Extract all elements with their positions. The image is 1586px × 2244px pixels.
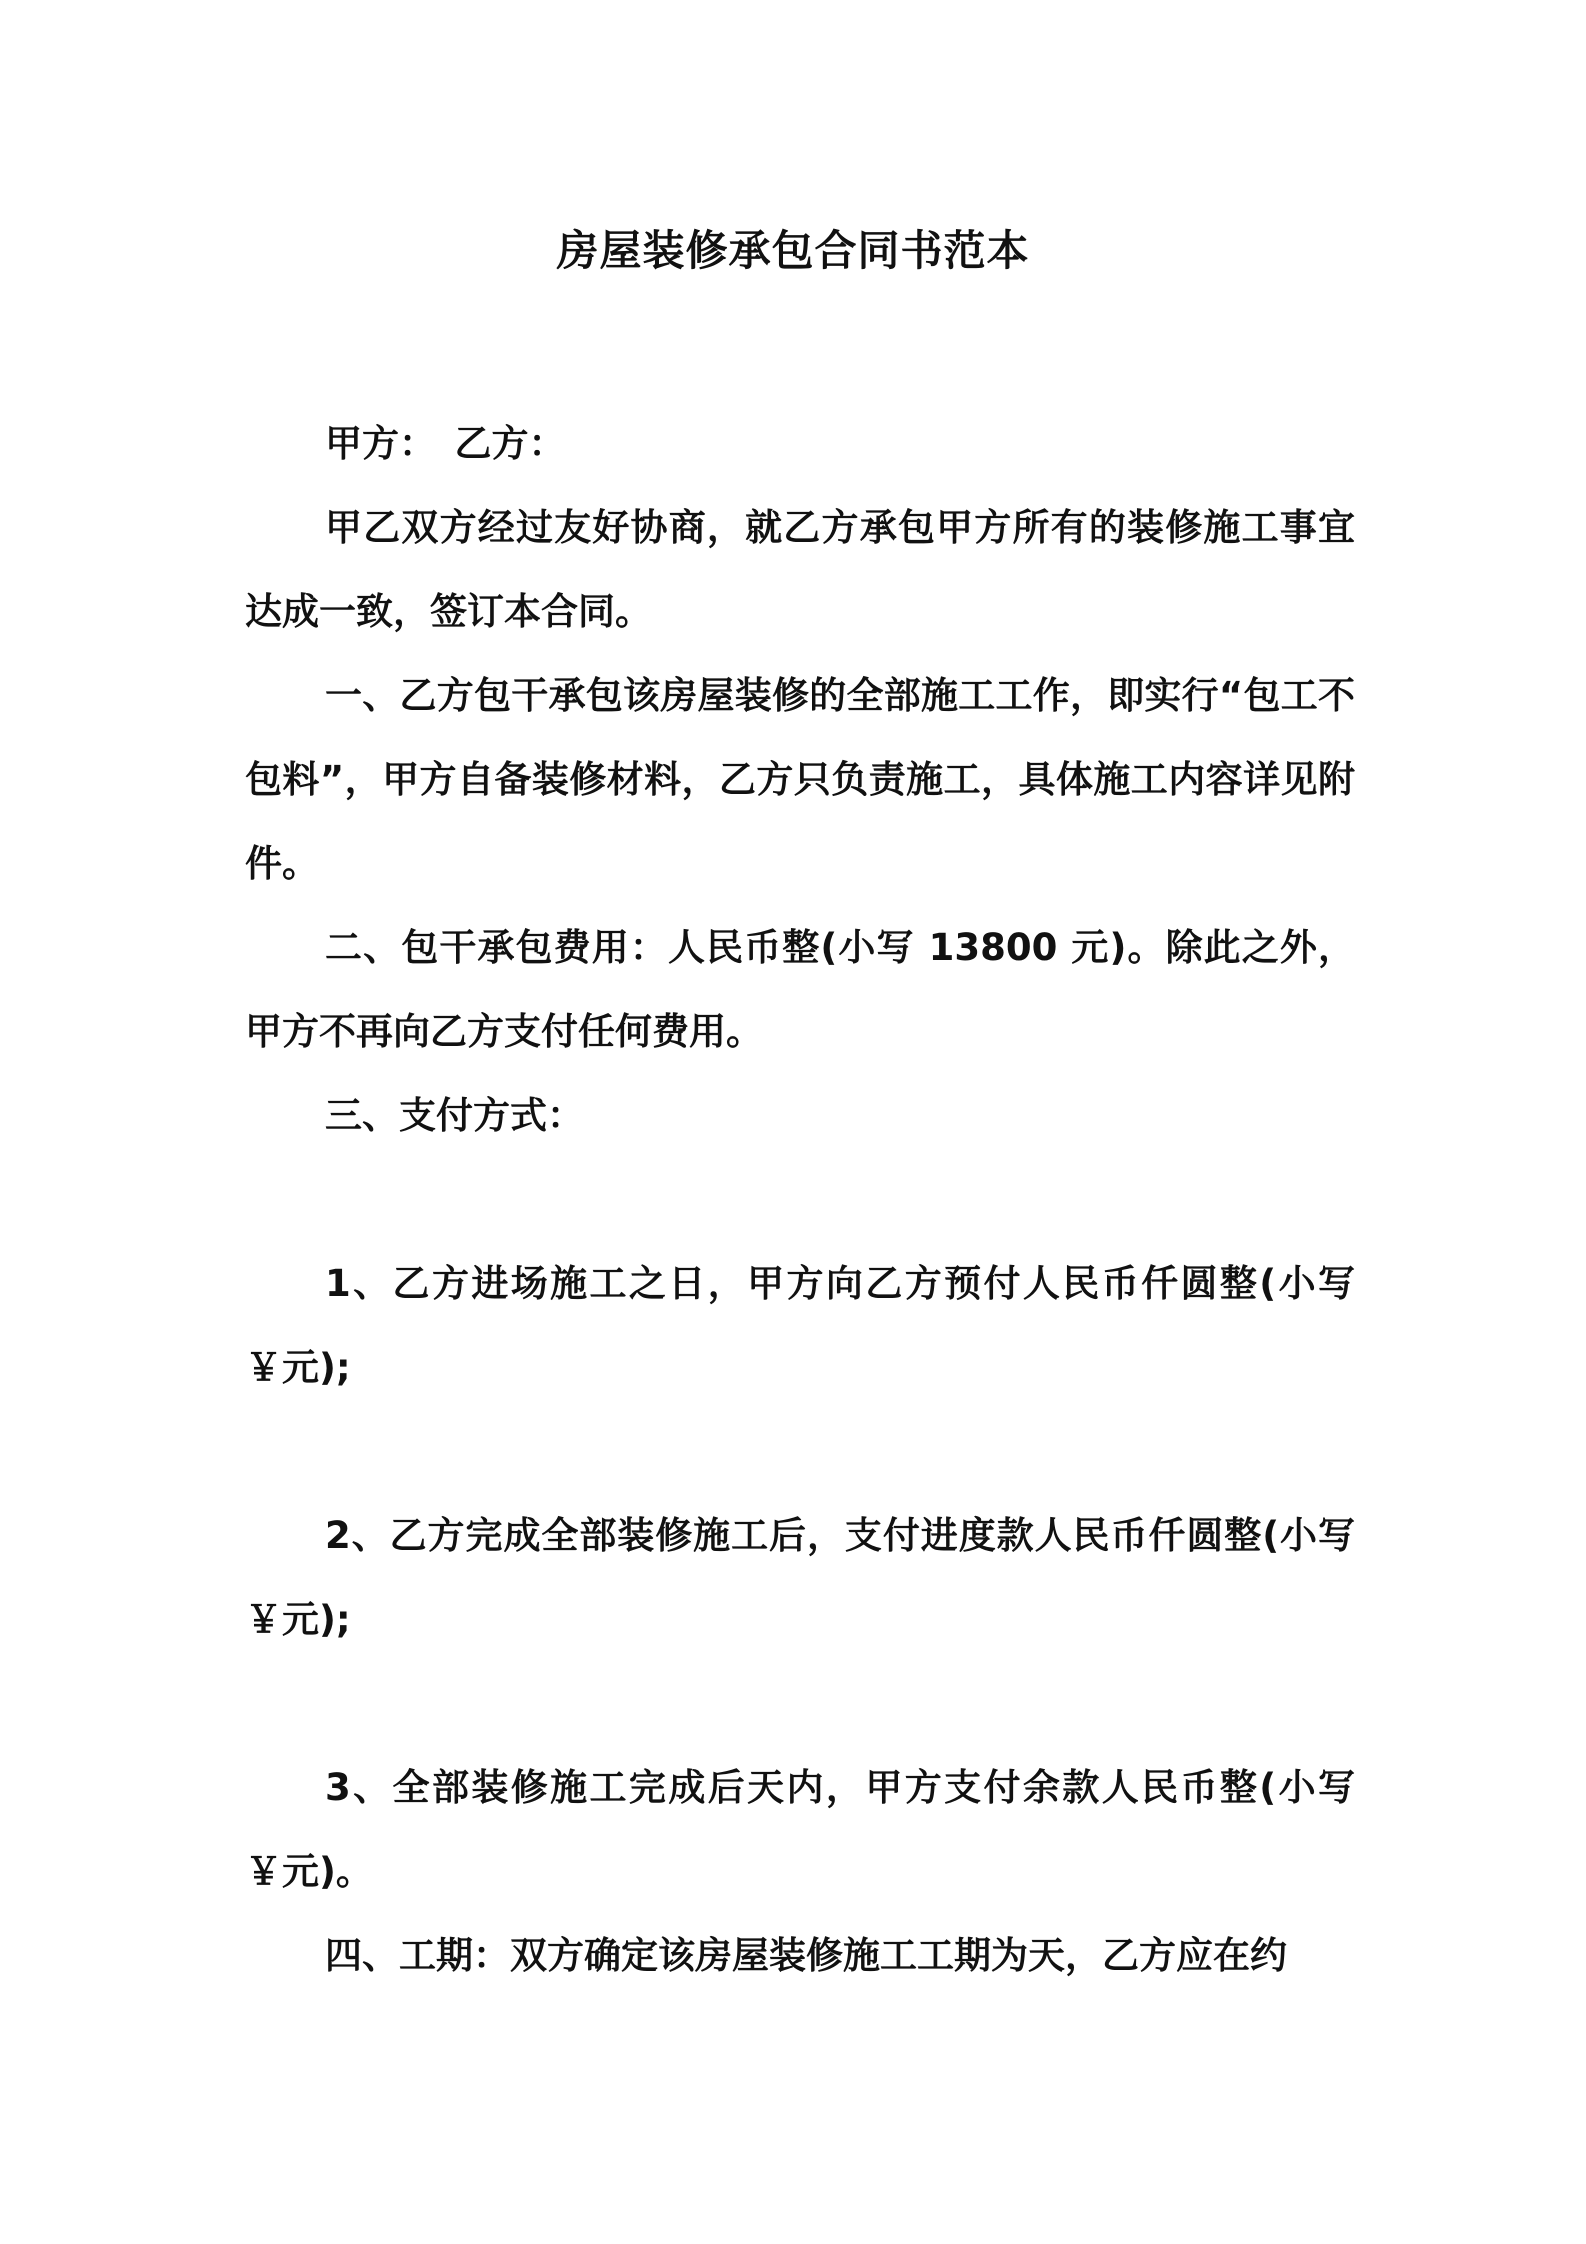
document-body bbox=[245, 402, 1355, 1998]
payment-item-3: 3、全部装修施工完成后天内，甲方支付余款人民币整(小写￥元)。 bbox=[245, 1766, 1355, 1893]
clause-2-fee: 二、包干承包费用：人民币整(小写 13800 元)。除此之外，甲方不再向乙方支付任何费用。 bbox=[245, 926, 1355, 1053]
parties-line: 甲方： 乙方： bbox=[325, 422, 566, 465]
clause-4-duration: 四、工期：双方确定该房屋装修施工工期为天，乙方应在约 bbox=[325, 1934, 1287, 1977]
document-title: 房屋装修承包合同书范本 bbox=[556, 226, 1030, 275]
clause-1-scope: 一、乙方包干承包该房屋装修的全部施工工作，即实行“包工不包料”，甲方自备装修材料，乙方只负责施工，具体施工内容详见附件。 bbox=[245, 674, 1355, 885]
payment-item-1: 1、乙方进场施工之日，甲方向乙方预付人民币仟圆整(小写￥元); bbox=[245, 1262, 1355, 1389]
clause-3-payment-heading: 三、支付方式： bbox=[325, 1094, 584, 1137]
intro-paragraph: 甲乙双方经过友好协商，就乙方承包甲方所有的装修施工事宜达成一致，签订本合同。 bbox=[245, 506, 1355, 633]
payment-item-2: 2、乙方完成全部装修施工后，支付进度款人民币仟圆整(小写￥元); bbox=[245, 1514, 1355, 1641]
